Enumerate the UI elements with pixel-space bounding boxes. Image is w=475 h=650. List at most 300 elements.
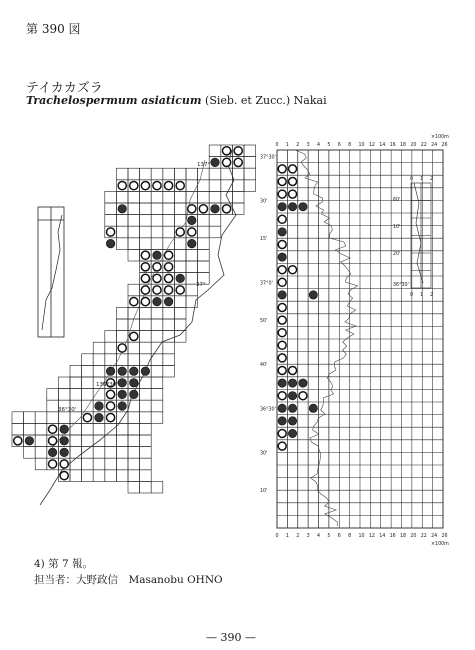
- open-occurrence-dot: [141, 298, 149, 306]
- inset-top-tick: 2: [430, 177, 434, 182]
- open-occurrence-dot: [188, 205, 196, 213]
- map-grid-cell: [209, 226, 221, 238]
- map-grid-cell: [174, 203, 186, 215]
- map-grid-cell: [174, 307, 186, 319]
- bottom-axis-tick-label: 3: [306, 534, 310, 539]
- inset-bottom-tick: 2: [430, 293, 434, 298]
- map-grid-cell: [186, 249, 198, 261]
- map-grid-cell: [58, 377, 70, 389]
- filled-occurrence-dot: [211, 205, 220, 214]
- map-grid-cell: [151, 226, 163, 238]
- map-grid-cell: [105, 203, 117, 215]
- footnote: 4) 第 7 報。: [34, 558, 93, 570]
- open-occurrence-dot: [49, 437, 57, 445]
- map-grid-cell: [116, 447, 128, 459]
- top-axis-tick-label: 0: [275, 143, 279, 148]
- map-grid-cell: [140, 412, 152, 424]
- inset-map: [38, 207, 64, 337]
- map-grid-cell: [221, 168, 233, 180]
- map-grid-cell: [151, 191, 163, 203]
- map-grid-cell: [105, 447, 117, 459]
- open-occurrence-dot: [176, 286, 184, 294]
- filled-occurrence-dot: [25, 437, 34, 446]
- map-grid-cell: [140, 331, 152, 343]
- map-grid-cell: [105, 470, 117, 482]
- map-grid-cell: [35, 435, 47, 447]
- chart-open-occurrence-dot: [278, 266, 286, 274]
- map-grid-cell: [82, 458, 94, 470]
- filled-occurrence-dot: [118, 390, 127, 399]
- inset-graph-label: 10': [393, 225, 401, 230]
- open-occurrence-dot: [60, 460, 68, 468]
- chart-filled-occurrence-dot: [309, 291, 317, 299]
- map-grid-cell: [116, 470, 128, 482]
- chart-open-occurrence-dot: [278, 316, 286, 324]
- map-grid-cell: [163, 365, 175, 377]
- map-grid-cell: [151, 412, 163, 424]
- map-grid-cell: [244, 145, 256, 157]
- map-latitude-label: 37°: [196, 282, 206, 288]
- open-occurrence-dot: [130, 182, 138, 190]
- open-occurrence-dot: [49, 425, 57, 433]
- chart-open-occurrence-dot: [278, 354, 286, 362]
- inset-top-tick: 1: [420, 177, 424, 182]
- map-grid-cell: [116, 238, 128, 250]
- map-grid-cell: [82, 365, 94, 377]
- map-grid-cell: [151, 481, 163, 493]
- chart-open-occurrence-dot: [278, 190, 286, 198]
- inset-graph-line: [414, 183, 423, 283]
- map-grid-cell: [163, 215, 175, 227]
- map-grid-cell: [93, 458, 105, 470]
- map-grid-cell: [116, 435, 128, 447]
- map-grid-cell: [82, 377, 94, 389]
- filled-occurrence-dot: [130, 367, 139, 376]
- map-grid-cell: [93, 365, 105, 377]
- open-occurrence-dot: [165, 274, 173, 282]
- chart-filled-occurrence-dot: [278, 417, 286, 425]
- bottom-axis-tick-label: 10: [358, 534, 365, 539]
- map-grid-cell: [232, 191, 244, 203]
- map-grid-cell: [116, 319, 128, 331]
- chart-latitude-label: 30': [260, 451, 268, 457]
- map-grid-cell: [186, 180, 198, 192]
- map-grid-cell: [151, 365, 163, 377]
- filled-occurrence-dot: [60, 437, 69, 446]
- open-occurrence-dot: [223, 147, 231, 155]
- map-grid-cell: [128, 458, 140, 470]
- top-axis-unit: ×100m: [431, 135, 449, 140]
- top-axis-tick-label: 26: [441, 143, 448, 148]
- map-grid-cell: [116, 412, 128, 424]
- bottom-axis-tick-label: 4: [317, 534, 321, 539]
- map-grid-cell: [24, 412, 36, 424]
- map-grid-cell: [163, 238, 175, 250]
- open-occurrence-dot: [153, 182, 161, 190]
- figure-label: 第 390 図: [26, 22, 81, 36]
- map-grid-cell: [140, 307, 152, 319]
- inset-top-tick: 0: [410, 177, 414, 182]
- map-grid-cell: [128, 203, 140, 215]
- map-grid-cell: [209, 215, 221, 227]
- top-axis-tick-label: 4: [317, 143, 321, 148]
- map-grid-cell: [116, 331, 128, 343]
- map-grid-cell: [35, 423, 47, 435]
- open-occurrence-dot: [199, 205, 207, 213]
- map-grid-cell: [128, 435, 140, 447]
- map-longitude-label: 137°: [197, 162, 211, 168]
- map-grid-cell: [140, 389, 152, 401]
- japanese-species-name: テイカカズラ: [26, 81, 103, 96]
- map-grid-cell: [35, 458, 47, 470]
- map-grid-cell: [24, 447, 36, 459]
- filled-occurrence-dot: [95, 402, 104, 411]
- map-grid-cell: [140, 470, 152, 482]
- chart-open-occurrence-dot: [289, 367, 297, 375]
- open-occurrence-dot: [165, 286, 173, 294]
- open-occurrence-dot: [165, 263, 173, 271]
- map-grid-cell: [82, 435, 94, 447]
- top-axis-tick-label: 6: [337, 143, 341, 148]
- chart-filled-occurrence-dot: [278, 203, 286, 211]
- map-grid-cell: [93, 342, 105, 354]
- map-grid-cell: [163, 342, 175, 354]
- filled-occurrence-dot: [106, 239, 115, 248]
- filled-occurrence-dot: [106, 367, 115, 376]
- map-grid-cell: [24, 423, 36, 435]
- map-grid-cell: [174, 238, 186, 250]
- filled-occurrence-dot: [130, 379, 139, 388]
- bottom-axis-tick-label: 6: [337, 534, 341, 539]
- map-grid-cell: [198, 168, 210, 180]
- open-occurrence-dot: [107, 390, 115, 398]
- open-occurrence-dot: [60, 472, 68, 480]
- map-grid-cell: [128, 249, 140, 261]
- inset-graph-label: 60': [393, 198, 401, 203]
- map-grid-cell: [12, 423, 24, 435]
- map-grid-cell: [47, 412, 59, 424]
- chart-filled-occurrence-dot: [278, 379, 286, 387]
- chart-open-occurrence-dot: [289, 178, 297, 186]
- filled-occurrence-dot: [118, 379, 127, 388]
- open-occurrence-dot: [130, 332, 138, 340]
- map-grid-cell: [163, 354, 175, 366]
- map-grid-cell: [198, 249, 210, 261]
- map-grid-cell: [105, 423, 117, 435]
- scientific-author: (Sieb. et Zucc.) Nakai: [205, 94, 327, 107]
- map-grid-cell: [128, 423, 140, 435]
- map-grid-cell: [70, 423, 82, 435]
- map-grid-cell: [140, 342, 152, 354]
- map-grid-cell: [116, 215, 128, 227]
- map-grid-cell: [93, 423, 105, 435]
- map-grid-cell: [140, 354, 152, 366]
- map-grid-cell: [198, 215, 210, 227]
- map-grid-cell: [151, 215, 163, 227]
- top-axis-tick-label: 5: [327, 143, 331, 148]
- map-grid-cell: [82, 400, 94, 412]
- chart-filled-occurrence-dot: [288, 203, 296, 211]
- inset-bottom-tick: 1: [420, 293, 424, 298]
- open-occurrence-dot: [141, 182, 149, 190]
- map-grid-cell: [35, 447, 47, 459]
- map-grid-cell: [105, 354, 117, 366]
- chart-filled-occurrence-dot: [288, 429, 296, 437]
- author-credit: 担当者：大野政信 Masanobu OHNO: [34, 574, 223, 586]
- map-grid-cell: [116, 191, 128, 203]
- filled-occurrence-dot: [130, 390, 139, 399]
- bottom-axis-unit: ×100m: [431, 542, 449, 547]
- map-latitude-label: 36°30': [58, 407, 77, 413]
- top-axis-tick-label: 3: [306, 143, 310, 148]
- open-occurrence-dot: [118, 344, 126, 352]
- map-grid-cell: [82, 389, 94, 401]
- bottom-axis-tick-label: 14: [379, 534, 386, 539]
- map-grid-cell: [105, 191, 117, 203]
- map-grid-cell: [198, 238, 210, 250]
- map-grid-cell: [244, 180, 256, 192]
- map-grid-cell: [198, 226, 210, 238]
- map-grid-cell: [116, 307, 128, 319]
- map-grid-cell: [70, 412, 82, 424]
- map-grid-cell: [151, 377, 163, 389]
- map-grid-cell: [128, 226, 140, 238]
- map-grid-cell: [116, 226, 128, 238]
- map-grid-cell: [209, 145, 221, 157]
- map-longitude-label: 136°30': [96, 382, 118, 388]
- filled-occurrence-dot: [188, 216, 197, 225]
- scientific-binomial: Trachelospermum asiaticum: [26, 94, 202, 107]
- open-occurrence-dot: [234, 158, 242, 166]
- map-grid-cell: [163, 191, 175, 203]
- open-occurrence-dot: [165, 182, 173, 190]
- open-occurrence-dot: [165, 251, 173, 259]
- map-grid-cell: [174, 261, 186, 273]
- map-grid-cell: [174, 249, 186, 261]
- bottom-axis-tick-label: 16: [389, 534, 396, 539]
- map-grid-cell: [140, 191, 152, 203]
- chart-filled-occurrence-dot: [288, 417, 296, 425]
- filled-occurrence-dot: [118, 205, 127, 214]
- open-occurrence-dot: [176, 182, 184, 190]
- open-occurrence-dot: [141, 274, 149, 282]
- open-occurrence-dot: [153, 274, 161, 282]
- map-grid-cell: [140, 226, 152, 238]
- filled-occurrence-dot: [188, 239, 197, 248]
- map-grid-cell: [128, 470, 140, 482]
- map-grid-cell: [244, 157, 256, 169]
- map-grid-cell: [105, 435, 117, 447]
- chart-open-occurrence-dot: [278, 304, 286, 312]
- filled-occurrence-dot: [60, 448, 69, 457]
- map-grid-cell: [128, 354, 140, 366]
- map-grid-cell: [140, 435, 152, 447]
- map-grid-cell: [35, 412, 47, 424]
- chart-open-occurrence-dot: [278, 241, 286, 249]
- map-grid-cell: [70, 365, 82, 377]
- map-grid-cell: [105, 215, 117, 227]
- top-axis-tick-label: 18: [400, 143, 407, 148]
- top-axis-tick-label: 16: [389, 143, 396, 148]
- bottom-axis-tick-label: 20: [410, 534, 417, 539]
- filled-occurrence-dot: [164, 297, 173, 306]
- map-grid-cell: [128, 481, 140, 493]
- filled-occurrence-dot: [176, 274, 185, 283]
- map-grid-cell: [58, 389, 70, 401]
- top-axis-tick-label: 24: [431, 143, 438, 148]
- map-grid-cell: [128, 191, 140, 203]
- chart-latitude-label: 15': [260, 237, 268, 243]
- map-grid-cell: [209, 168, 221, 180]
- chart-filled-occurrence-dot: [278, 404, 286, 412]
- map-grid-cell: [174, 168, 186, 180]
- chart-latitude-label: 30': [260, 199, 268, 205]
- open-occurrence-dot: [223, 205, 231, 213]
- inset-graph-label: 36°30': [393, 283, 409, 288]
- map-grid-cell: [116, 168, 128, 180]
- chart-latitude-label: 10': [260, 489, 268, 495]
- filled-occurrence-dot: [153, 297, 162, 306]
- map-grid-cell: [151, 389, 163, 401]
- map-grid-cell: [70, 389, 82, 401]
- map-grid-cell: [163, 226, 175, 238]
- map-grid-cell: [151, 203, 163, 215]
- bottom-axis-tick-label: 5: [327, 534, 331, 539]
- chart-open-occurrence-dot: [299, 392, 307, 400]
- chart-latitude-label: 50': [260, 319, 268, 325]
- map-grid-cell: [163, 331, 175, 343]
- inset-graph-label: 20': [393, 252, 401, 257]
- map-grid-cell: [70, 435, 82, 447]
- chart-open-occurrence-dot: [278, 278, 286, 286]
- chart-inset-graph: [411, 183, 431, 288]
- map-grid-cell: [128, 215, 140, 227]
- open-occurrence-dot: [130, 298, 138, 306]
- map-grid-cell: [244, 168, 256, 180]
- map-grid-cell: [232, 180, 244, 192]
- map-grid-cell: [140, 238, 152, 250]
- open-occurrence-dot: [118, 182, 126, 190]
- map-grid-cell: [186, 261, 198, 273]
- open-occurrence-dot: [153, 263, 161, 271]
- top-axis-tick-label: 22: [420, 143, 427, 148]
- map-grid-cell: [151, 238, 163, 250]
- open-occurrence-dot: [49, 460, 57, 468]
- chart-filled-occurrence-dot: [288, 392, 296, 400]
- map-grid-cell: [128, 168, 140, 180]
- open-occurrence-dot: [14, 437, 22, 445]
- filled-occurrence-dot: [118, 367, 127, 376]
- top-axis-tick-label: 10: [358, 143, 365, 148]
- bottom-axis-tick-label: 26: [441, 534, 448, 539]
- map-grid-cell: [151, 168, 163, 180]
- map-grid-cell: [128, 447, 140, 459]
- map-grid-cell: [209, 180, 221, 192]
- map-grid-cell: [93, 470, 105, 482]
- open-occurrence-dot: [83, 414, 91, 422]
- map-grid-cell: [93, 447, 105, 459]
- chart-open-occurrence-dot: [289, 266, 297, 274]
- filled-occurrence-dot: [211, 158, 220, 167]
- map-grid-cell: [140, 203, 152, 215]
- map-grid-cell: [116, 458, 128, 470]
- chart-latitude-label: 36°30': [260, 407, 276, 413]
- bottom-axis-tick-label: 12: [368, 534, 375, 539]
- map-grid-cell: [93, 354, 105, 366]
- open-occurrence-dot: [107, 414, 115, 422]
- map-grid-cell: [140, 458, 152, 470]
- map-grid-cell: [232, 203, 244, 215]
- map-grid-cell: [105, 458, 117, 470]
- top-axis-tick-label: 20: [410, 143, 417, 148]
- chart-latitude-label: 37°30': [260, 155, 276, 161]
- map-grid-cell: [93, 389, 105, 401]
- map-grid-cell: [140, 319, 152, 331]
- map-grid-cell: [174, 296, 186, 308]
- map-grid-cell: [70, 458, 82, 470]
- map-grid-cell: [82, 423, 94, 435]
- map-grid-cell: [128, 284, 140, 296]
- map-grid-cell: [198, 191, 210, 203]
- open-occurrence-dot: [141, 263, 149, 271]
- filled-occurrence-dot: [95, 413, 104, 422]
- open-occurrence-dot: [223, 158, 231, 166]
- chart-open-occurrence-dot: [278, 430, 286, 438]
- chart-latitude-label: 40': [260, 363, 268, 369]
- map-grid-cell: [140, 400, 152, 412]
- map-grid-cell: [140, 481, 152, 493]
- map-grid-cell: [140, 168, 152, 180]
- bottom-axis-tick-label: 24: [431, 534, 438, 539]
- chart-filled-occurrence-dot: [299, 203, 307, 211]
- filled-occurrence-dot: [153, 251, 162, 260]
- map-grid-cell: [151, 331, 163, 343]
- map-grid-cell: [105, 331, 117, 343]
- map-grid-cell: [140, 423, 152, 435]
- map-grid-cell: [163, 307, 175, 319]
- map-grid-cell: [151, 400, 163, 412]
- filled-occurrence-dot: [141, 367, 150, 376]
- page-number: — 390 —: [206, 631, 256, 644]
- map-grid-cell: [151, 307, 163, 319]
- open-occurrence-dot: [107, 228, 115, 236]
- chart-open-occurrence-dot: [278, 165, 286, 173]
- chart-open-occurrence-dot: [278, 392, 286, 400]
- top-axis-tick-label: 2: [296, 143, 300, 148]
- open-occurrence-dot: [141, 251, 149, 259]
- chart-filled-occurrence-dot: [288, 379, 296, 387]
- map-grid-cell: [140, 215, 152, 227]
- map-grid-cell: [163, 319, 175, 331]
- map-grid-cell: [174, 319, 186, 331]
- map-grid-cell: [128, 238, 140, 250]
- bottom-axis-tick-label: 22: [420, 534, 427, 539]
- filled-occurrence-dot: [60, 425, 69, 434]
- map-grid-cell: [47, 400, 59, 412]
- top-axis-tick-label: 8: [348, 143, 352, 148]
- map-grid-cell: [163, 203, 175, 215]
- chart-latitude-label: 37°0': [260, 281, 273, 287]
- map-grid-cell: [151, 319, 163, 331]
- bottom-axis-tick-label: 2: [296, 534, 300, 539]
- inset-bottom-tick: 0: [410, 293, 414, 298]
- map-grid-cell: [12, 412, 24, 424]
- chart-open-occurrence-dot: [278, 341, 286, 349]
- chart-open-occurrence-dot: [278, 215, 286, 223]
- map-grid-cell: [47, 389, 59, 401]
- map-grid-cell: [128, 319, 140, 331]
- map-grid-cell: [163, 168, 175, 180]
